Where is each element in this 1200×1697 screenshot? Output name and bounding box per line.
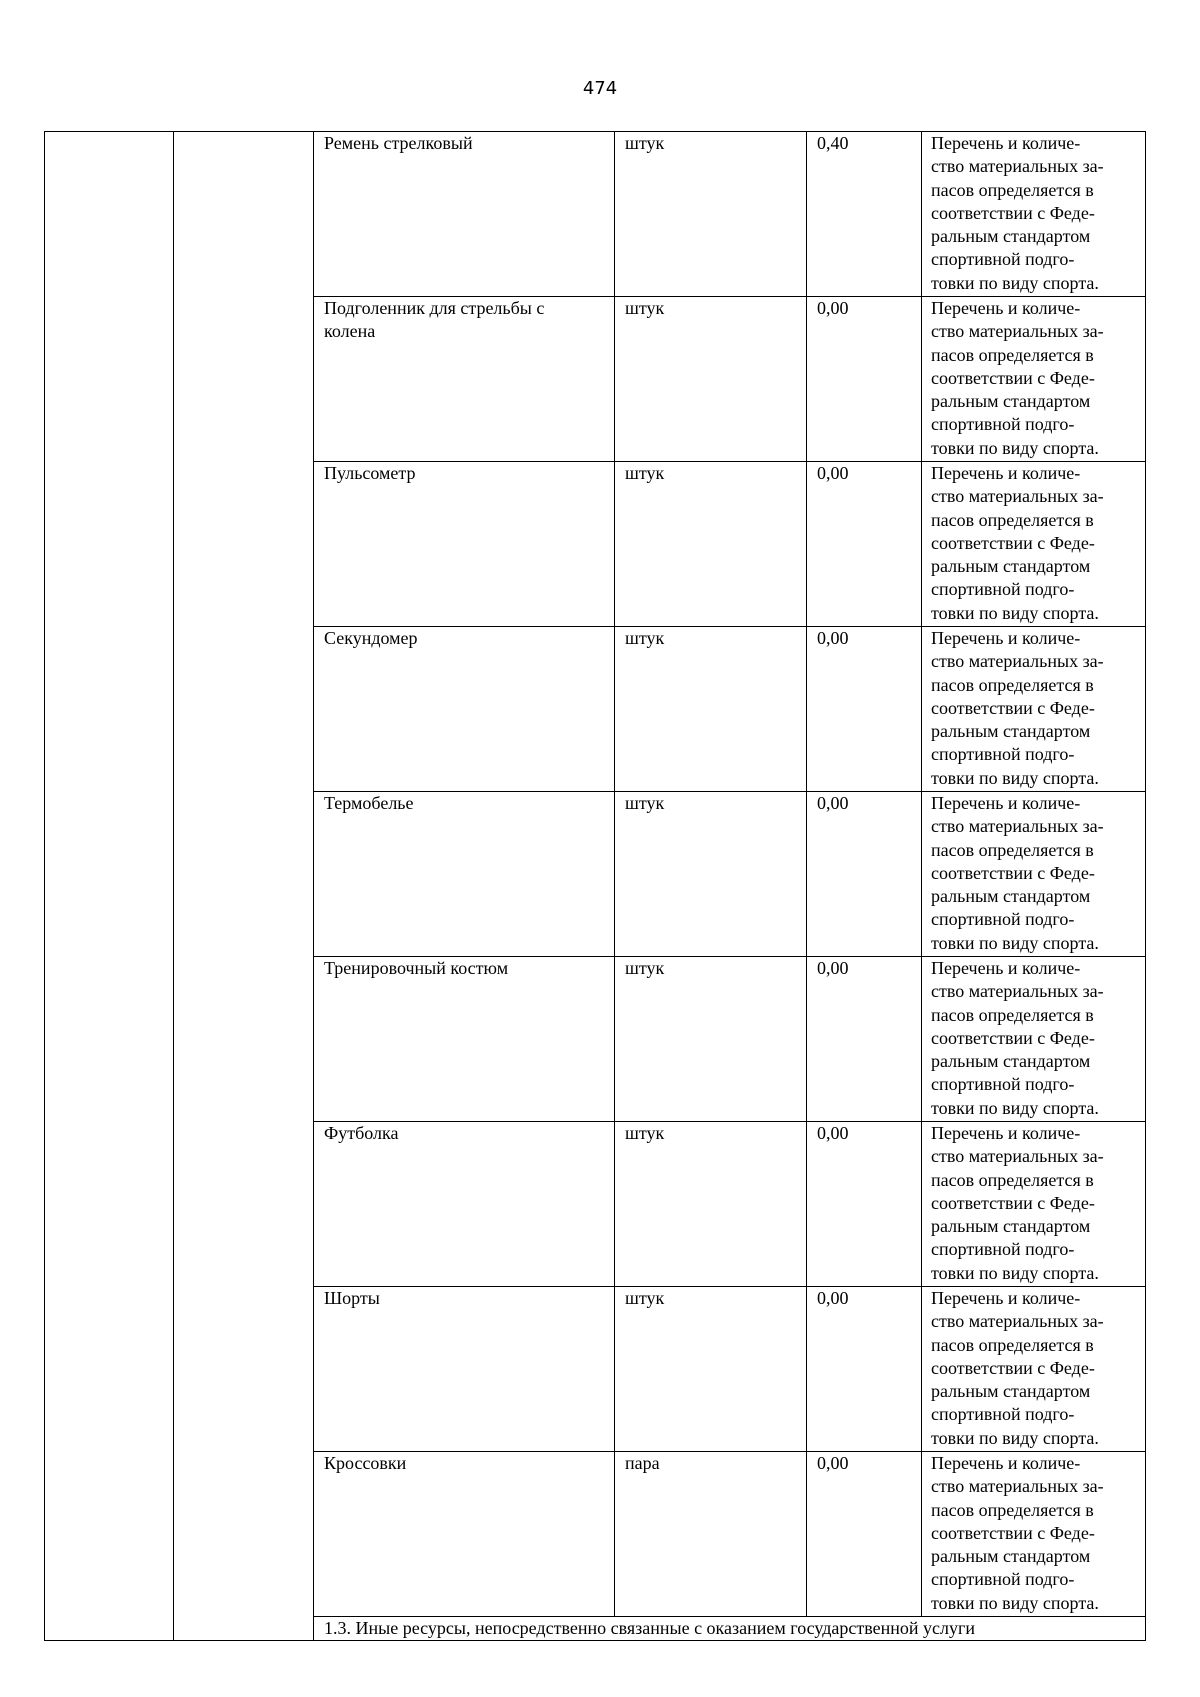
note-line: Перечень и количе- bbox=[931, 298, 1081, 318]
section-title: 1.3. Иные ресурсы, непосредственно связанные с оказанием государственной услуги bbox=[314, 1617, 1146, 1641]
unit-cell: штук bbox=[615, 792, 807, 957]
quantity-cell: 0,00 bbox=[807, 462, 922, 627]
note-line: пасов определяется в bbox=[931, 509, 1094, 530]
table-body bbox=[45, 132, 1146, 1641]
note-line: товки по виду спорта. bbox=[931, 932, 1099, 953]
page-number: 474 bbox=[582, 78, 618, 99]
unit-cell: штук bbox=[615, 957, 807, 1122]
col-1-cell bbox=[45, 132, 174, 1641]
note-line: спортивной подго- bbox=[931, 1569, 1075, 1590]
note-line: ральным стандартом bbox=[931, 1216, 1091, 1237]
note-line: соответствии с Феде- bbox=[931, 1192, 1095, 1213]
unit-cell: штук bbox=[615, 297, 807, 462]
note-line: ральным стандартом bbox=[931, 721, 1091, 742]
note-line: ство материальных за- bbox=[931, 981, 1104, 1002]
note-line: Перечень и количе- bbox=[931, 133, 1081, 153]
note-line: спортивной подго- bbox=[931, 909, 1075, 930]
note-line: пасов определяется в bbox=[931, 1499, 1094, 1520]
note-line: ство материальных за- bbox=[931, 156, 1104, 177]
note-line: ство материальных за- bbox=[931, 486, 1104, 507]
unit-cell: пара bbox=[615, 1452, 807, 1617]
resource-name-cell bbox=[314, 1122, 615, 1287]
note-line: соответствии с Феде- bbox=[931, 532, 1095, 553]
note-line: Перечень и количе- bbox=[931, 628, 1081, 648]
resource-name-cell bbox=[314, 627, 615, 792]
resource-name-cell bbox=[314, 297, 615, 462]
note-line: Перечень и количе- bbox=[931, 1123, 1081, 1143]
resource-name-cell bbox=[314, 1452, 615, 1617]
resource-name-line: Футболка bbox=[324, 1123, 399, 1143]
note-line: ство материальных за- bbox=[931, 1476, 1104, 1497]
note-line: спортивной подго- bbox=[931, 1239, 1075, 1260]
resource-name-cell bbox=[314, 1287, 615, 1452]
note-line: товки по виду спорта. bbox=[931, 767, 1099, 788]
note-line: товки по виду спорта. bbox=[931, 1262, 1099, 1283]
resource-name-line: Ремень стрелковый bbox=[324, 133, 473, 153]
note-line: спортивной подго- bbox=[931, 1074, 1075, 1095]
note-line: соответствии с Феде- bbox=[931, 1522, 1095, 1543]
note-line: пасов определяется в bbox=[931, 1334, 1094, 1355]
resource-name-line: Кроссовки bbox=[324, 1453, 407, 1473]
note-cell bbox=[922, 792, 1146, 957]
note-line: ство материальных за- bbox=[931, 816, 1104, 837]
note-line: пасов определяется в bbox=[931, 179, 1094, 200]
col-2-cell bbox=[174, 132, 314, 1641]
note-line: спортивной подго- bbox=[931, 579, 1075, 600]
note-line: товки по виду спорта. bbox=[931, 1427, 1099, 1448]
note-cell bbox=[922, 957, 1146, 1122]
note-line: соответствии с Феде- bbox=[931, 1357, 1095, 1378]
note-line: пасов определяется в bbox=[931, 344, 1094, 365]
note-line: ральным стандартом bbox=[931, 1381, 1091, 1402]
resource-name-line: Термобелье bbox=[324, 793, 414, 813]
resource-name-line: Секундомер bbox=[324, 628, 418, 648]
note-line: соответствии с Феде- bbox=[931, 1027, 1095, 1048]
resource-name-cell bbox=[314, 792, 615, 957]
quantity-cell: 0,00 bbox=[807, 792, 922, 957]
quantity-cell: 0,00 bbox=[807, 1287, 922, 1452]
note-line: товки по виду спорта. bbox=[931, 272, 1099, 293]
note-line: ральным стандартом bbox=[931, 391, 1091, 412]
note-line: Перечень и количе- bbox=[931, 1288, 1081, 1308]
note-line: Перечень и количе- bbox=[931, 793, 1081, 813]
note-line: товки по виду спорта. bbox=[931, 1592, 1099, 1613]
unit-cell: штук bbox=[615, 462, 807, 627]
resource-name-line: Подголенник для стрельбы с bbox=[324, 298, 545, 318]
unit-cell: штук bbox=[615, 1122, 807, 1287]
resource-name-line: колена bbox=[324, 321, 376, 342]
note-cell bbox=[922, 1452, 1146, 1617]
note-cell bbox=[922, 297, 1146, 462]
resource-name-cell bbox=[314, 462, 615, 627]
note-line: ство материальных за- bbox=[931, 1311, 1104, 1332]
note-line: товки по виду спорта. bbox=[931, 1097, 1099, 1118]
note-line: Перечень и количе- bbox=[931, 958, 1081, 978]
note-line: пасов определяется в bbox=[931, 1004, 1094, 1025]
note-cell bbox=[922, 1287, 1146, 1452]
resources-table bbox=[44, 131, 1146, 1641]
note-line: товки по виду спорта. bbox=[931, 602, 1099, 623]
note-cell bbox=[922, 627, 1146, 792]
note-line: ральным стандартом bbox=[931, 556, 1091, 577]
resource-name-cell bbox=[314, 132, 615, 297]
resource-name-line: Тренировочный костюм bbox=[324, 958, 509, 978]
quantity-cell: 0,00 bbox=[807, 627, 922, 792]
note-line: пасов определяется в bbox=[931, 674, 1094, 695]
note-line: Перечень и количе- bbox=[931, 463, 1081, 483]
quantity-cell: 0,00 bbox=[807, 1452, 922, 1617]
quantity-cell: 0,40 bbox=[807, 132, 922, 297]
note-line: ральным стандартом bbox=[931, 1546, 1091, 1567]
note-cell bbox=[922, 462, 1146, 627]
resource-name-line: Пульсометр bbox=[324, 463, 416, 483]
note-line: пасов определяется в bbox=[931, 1169, 1094, 1190]
quantity-cell: 0,00 bbox=[807, 1122, 922, 1287]
note-line: ство материальных за- bbox=[931, 651, 1104, 672]
note-line: спортивной подго- bbox=[931, 414, 1075, 435]
note-line: товки по виду спорта. bbox=[931, 437, 1099, 458]
resource-name-line: Шорты bbox=[324, 1288, 380, 1308]
note-cell bbox=[922, 132, 1146, 297]
table-row bbox=[45, 132, 1146, 297]
note-line: пасов определяется в bbox=[931, 839, 1094, 860]
unit-cell: штук bbox=[615, 1287, 807, 1452]
quantity-cell: 0,00 bbox=[807, 957, 922, 1122]
note-line: ство материальных за- bbox=[931, 1146, 1104, 1167]
note-line: ральным стандартом bbox=[931, 1051, 1091, 1072]
note-line: спортивной подго- bbox=[931, 249, 1075, 270]
note-line: ральным стандартом bbox=[931, 886, 1091, 907]
note-line: спортивной подго- bbox=[931, 744, 1075, 765]
note-cell bbox=[922, 1122, 1146, 1287]
note-line: Перечень и количе- bbox=[931, 1453, 1081, 1473]
unit-cell: штук bbox=[615, 132, 807, 297]
resource-name-cell bbox=[314, 957, 615, 1122]
note-line: соответствии с Феде- bbox=[931, 862, 1095, 883]
unit-cell: штук bbox=[615, 627, 807, 792]
note-line: ство материальных за- bbox=[931, 321, 1104, 342]
note-line: ральным стандартом bbox=[931, 226, 1091, 247]
quantity-cell: 0,00 bbox=[807, 297, 922, 462]
note-line: спортивной подго- bbox=[931, 1404, 1075, 1425]
note-line: соответствии с Феде- bbox=[931, 367, 1095, 388]
note-line: соответствии с Феде- bbox=[931, 697, 1095, 718]
note-line: соответствии с Феде- bbox=[931, 202, 1095, 223]
